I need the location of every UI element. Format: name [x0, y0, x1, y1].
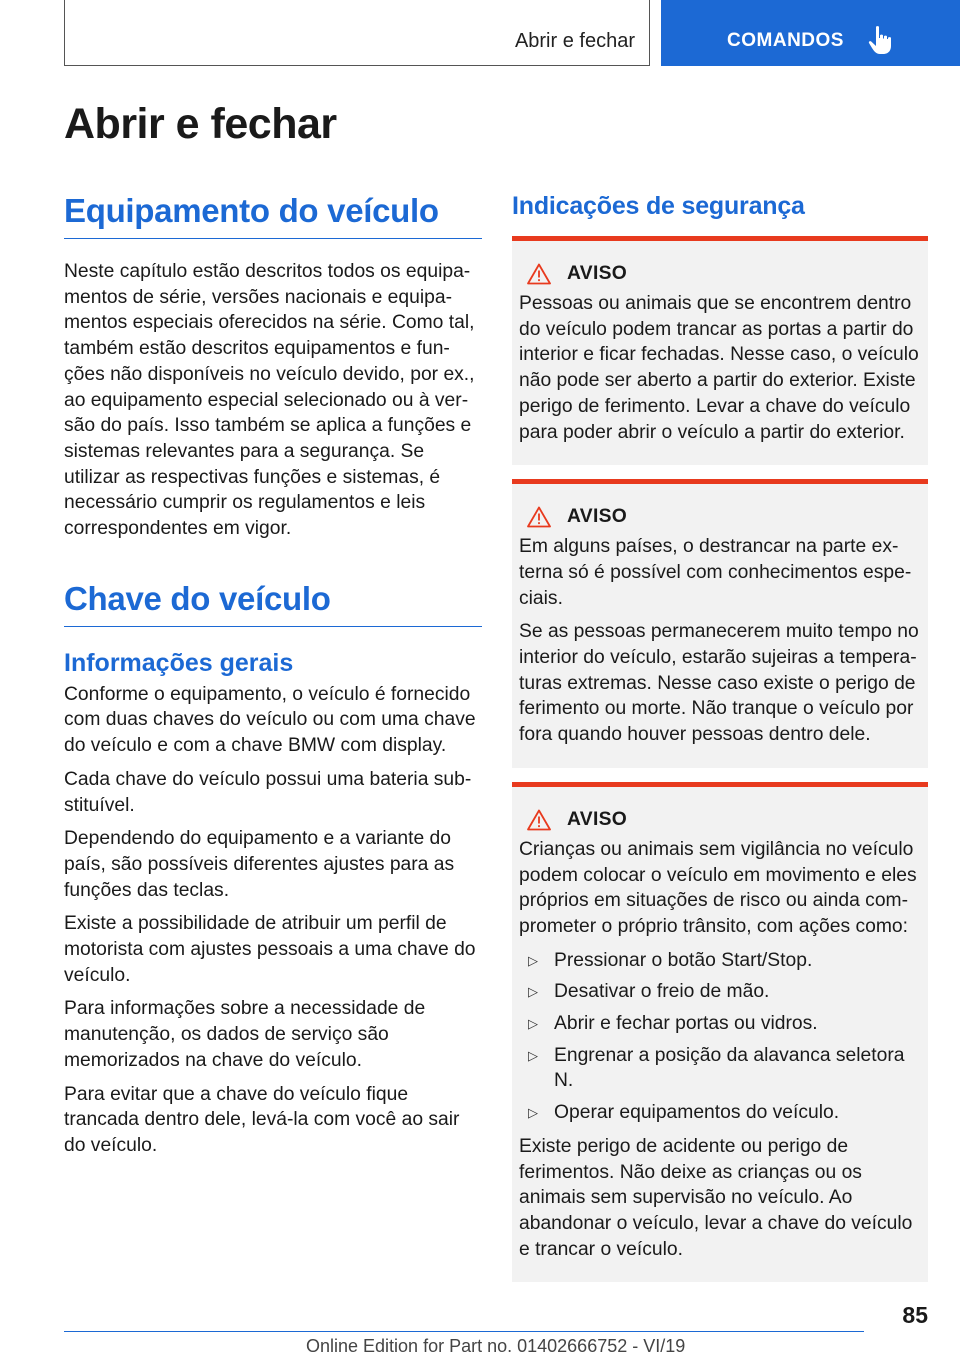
warning-label: AVISO [567, 263, 628, 284]
page-title: Abrir e fechar [64, 100, 337, 148]
list-item-text: Desativar o freio de mão. [554, 981, 770, 1003]
page-number: 85 [902, 1302, 928, 1328]
warning-label: AVISO [567, 506, 628, 528]
list-item-text: Operar equipamentos do veículo. [554, 1102, 840, 1124]
key-paragraph: Existe a possibilidade de atribuir um perfil de motorista com ajustes pessoais a uma chave do veículo. [64, 913, 476, 986]
bullet-triangle-icon: ▷ [528, 952, 538, 968]
bullet-triangle-icon: ▷ [528, 984, 538, 1000]
header-section-title: Abrir e fechar [514, 30, 635, 52]
footer-divider [64, 1331, 864, 1332]
warning-triangle-icon [527, 809, 551, 831]
warning-box [512, 236, 928, 465]
bullet-triangle-icon: ▷ [528, 1047, 538, 1063]
warning-text: Pessoas ou animais que se encontrem dentro do veículo podem trancar as portas a partir do interior e ficar fechadas. Nesse caso, o veículo não pode ser aberto a partir do exterior. Existe perigo de ferimento. Levar a chave do veículo para poder abrir o veículo a partir do exterior. [519, 293, 919, 443]
warning-box [512, 782, 928, 1283]
warning-text: Crianças ou animais sem vigilância no veículo podem colocar o veículo em movimento e eles próprios em situações de risco ou ainda comprometer o próprio trânsito, com ações como: [519, 838, 917, 937]
list-item [519, 1100, 920, 1126]
warning-text: Em alguns países, o destrancar na parte externa só é possível com conhecimentos especiais. [519, 536, 912, 609]
key-paragraph: Dependendo do equipamento e a variante do país, são possíveis diferentes ajustes para as funções das teclas. [64, 828, 455, 901]
action-list [519, 948, 920, 1126]
warning-header [527, 263, 920, 285]
chapter-tab[interactable] [661, 0, 960, 66]
bullet-triangle-icon: ▷ [528, 1016, 538, 1032]
right-column [512, 192, 928, 1296]
chapter-tab-label: COMANDOS [727, 30, 844, 51]
key-paragraph: Cada chave do veículo possui uma bateria substituível. [64, 768, 472, 816]
list-item-text: Engrenar a posição da alavanca seletora N. [554, 1044, 905, 1092]
warning-text: Se as pessoas permanecerem muito tempo no interior do veículo, estarão sujeiras a temperaturas extremas. Nesse caso existe o perigo de ferimento ou morte. Não tranque o veículo por fora quando houver pessoas dentro dele. [519, 621, 919, 746]
list-item [519, 979, 920, 1005]
section-title-safety: Indicações de segurança [512, 192, 805, 220]
key-paragraph: Para evitar que a chave do veículo fique trancada dentro dele, levá-la com você ao sair do veículo. [64, 1083, 460, 1156]
pointing-hand-icon [868, 25, 894, 55]
warning-header [527, 809, 920, 831]
list-item-text: Pressionar o botão Start/Stop. [554, 949, 813, 971]
equipment-paragraph: Neste capítulo estão descritos todos os equipamentos de série, versões nacionais e equipamentos especiais oferecidos na série. Como tal, também estão descritos equipamentos e funções não disponíveis no veículo devido, por ex., ao equipamento especial selecionado ou à versão do país. Isso também se aplica a funções e sistemas relevantes para a segurança. Se utilizar as respectivas funções e sistemas, é necessário cumprir os regulamentos e leis correspondentes em vigor. [64, 261, 475, 540]
left-column [64, 192, 482, 1159]
warning-header [527, 506, 920, 528]
list-item [519, 1043, 920, 1094]
section-title-equipment: Equipamento do veículo [64, 192, 482, 239]
key-paragraph: Para informações sobre a necessidade de manutenção, os dados de serviço são memorizados na chave do veículo. [64, 998, 426, 1071]
warning-triangle-icon [527, 263, 551, 285]
key-paragraph: Conforme o equipamento, o veículo é fornecido com duas chaves do veículo ou com uma chave do veículo e com a chave BMW com display. [64, 683, 476, 757]
footer-edition: Online Edition for Part no. 01402666752 - VI/19 [306, 1336, 686, 1356]
list-item-text: Abrir e fechar portas ou vidros. [554, 1013, 818, 1035]
bullet-triangle-icon: ▷ [528, 1105, 538, 1121]
header-section-box [64, 0, 650, 66]
warning-triangle-icon [527, 506, 551, 528]
list-item [519, 1011, 920, 1037]
warning-text: Existe perigo de acidente ou perigo de ferimentos. Não deixe as crianças ou os animais sem supervisão no veículo. Ao abandonar o veículo, levar a chave do veículo e trancar o veículo. [519, 1135, 913, 1260]
section-title-vehicle-key: Chave do veículo [64, 580, 482, 627]
subsection-title-general-info: Informações gerais [64, 648, 294, 677]
list-item [519, 948, 920, 974]
warning-box [512, 479, 928, 768]
warning-label: AVISO [567, 808, 628, 830]
